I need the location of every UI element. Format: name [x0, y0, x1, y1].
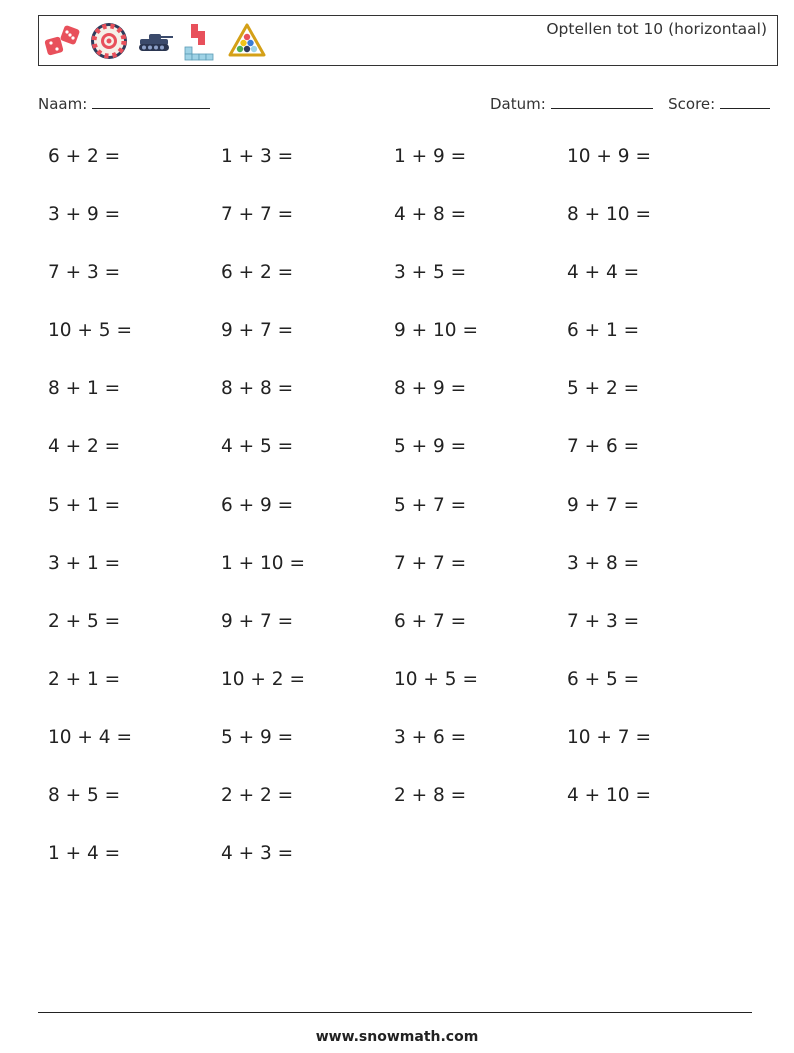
- problem-row: [48, 146, 748, 204]
- footer-divider: [38, 1012, 752, 1013]
- problem-row: [48, 320, 748, 378]
- problem-item: 8 + 10 =: [567, 204, 651, 226]
- problem-item: 1 + 9 =: [394, 146, 467, 167]
- problem-item: 9 + 7 =: [221, 610, 294, 632]
- problem-item: 2 + 5 =: [48, 610, 121, 632]
- problem-item: 4 + 8 =: [394, 204, 467, 226]
- problem-item: 4 + 2 =: [48, 436, 121, 458]
- problem-item: 10 + 5 =: [394, 668, 478, 690]
- dice-icon: [43, 21, 83, 61]
- problem-item: 2 + 8 =: [394, 785, 467, 807]
- problem-item: 5 + 9 =: [221, 726, 294, 748]
- problem-item: 6 + 5 =: [567, 668, 640, 690]
- problem-item: 7 + 3 =: [48, 262, 121, 284]
- problem-item: 4 + 3 =: [221, 843, 294, 865]
- problem-item: 4 + 10 =: [567, 785, 651, 807]
- problem-item: 1 + 4 =: [48, 843, 121, 865]
- problem-item: 9 + 7 =: [221, 320, 294, 342]
- score-label: Score:: [668, 95, 716, 113]
- worksheet-title: Optellen tot 10 (horizontaal): [546, 20, 767, 38]
- problem-row: [48, 553, 748, 611]
- problem-item: 8 + 5 =: [48, 785, 121, 807]
- problem-item: 10 + 9 =: [567, 146, 651, 167]
- name-label: Naam:: [38, 95, 88, 113]
- problem-item: 4 + 4 =: [567, 262, 640, 284]
- date-field[interactable]: [551, 92, 653, 109]
- problem-row: [48, 436, 748, 494]
- problem-item: 10 + 7 =: [567, 726, 651, 748]
- problem-item: 8 + 9 =: [394, 378, 467, 400]
- problem-row: [48, 262, 748, 320]
- info-row: [38, 92, 770, 114]
- header-icons: [43, 20, 267, 62]
- problem-item: 6 + 2 =: [48, 146, 121, 167]
- problem-item: 6 + 7 =: [394, 610, 467, 632]
- problem-row: [48, 611, 748, 669]
- problem-grid: [48, 146, 748, 901]
- problem-item: 1 + 10 =: [221, 552, 305, 574]
- problem-item: 6 + 1 =: [567, 320, 640, 342]
- problem-item: 2 + 1 =: [48, 668, 121, 690]
- problem-item: 9 + 10 =: [394, 320, 478, 342]
- problem-item: 9 + 7 =: [567, 494, 640, 516]
- billiard-rack-icon: [227, 21, 267, 61]
- dartboard-icon: [89, 21, 129, 61]
- date-label: Datum:: [490, 95, 546, 113]
- problem-item: 7 + 7 =: [394, 552, 467, 574]
- problem-item: 3 + 6 =: [394, 726, 467, 748]
- problem-item: 5 + 7 =: [394, 494, 467, 516]
- problem-item: 3 + 5 =: [394, 262, 467, 284]
- problem-item: 10 + 2 =: [221, 668, 305, 690]
- footer-url: www.snowmath.com: [315, 1029, 479, 1045]
- problem-item: 5 + 2 =: [567, 378, 640, 400]
- problem-item: 7 + 3 =: [567, 610, 640, 632]
- problem-row: [48, 785, 748, 843]
- problem-item: 8 + 1 =: [48, 378, 121, 400]
- tank-icon: [135, 21, 175, 61]
- problem-row: [48, 378, 748, 436]
- problem-row: [48, 495, 748, 553]
- problem-item: 1 + 3 =: [221, 146, 294, 167]
- worksheet-header: [38, 15, 778, 66]
- problem-item: 8 + 8 =: [221, 378, 294, 400]
- tetris-blocks-icon: [181, 21, 221, 61]
- problem-item: 4 + 5 =: [221, 436, 294, 458]
- problem-row: [48, 204, 748, 262]
- name-field[interactable]: [92, 92, 210, 109]
- problem-item: 6 + 9 =: [221, 494, 294, 516]
- problem-row: [48, 727, 748, 785]
- problem-row: [48, 669, 748, 727]
- problem-item: 2 + 2 =: [221, 785, 294, 807]
- problem-row: [48, 843, 748, 901]
- score-field[interactable]: [720, 92, 770, 109]
- problem-item: 7 + 6 =: [567, 436, 640, 458]
- problem-item: 3 + 8 =: [567, 552, 640, 574]
- problem-item: 3 + 1 =: [48, 552, 121, 574]
- problem-item: 10 + 4 =: [48, 726, 132, 748]
- problem-item: 3 + 9 =: [48, 204, 121, 226]
- problem-item: 5 + 1 =: [48, 494, 121, 516]
- problem-item: 6 + 2 =: [221, 262, 294, 284]
- problem-item: 10 + 5 =: [48, 320, 132, 342]
- problem-item: 7 + 7 =: [221, 204, 294, 226]
- problem-item: 5 + 9 =: [394, 436, 467, 458]
